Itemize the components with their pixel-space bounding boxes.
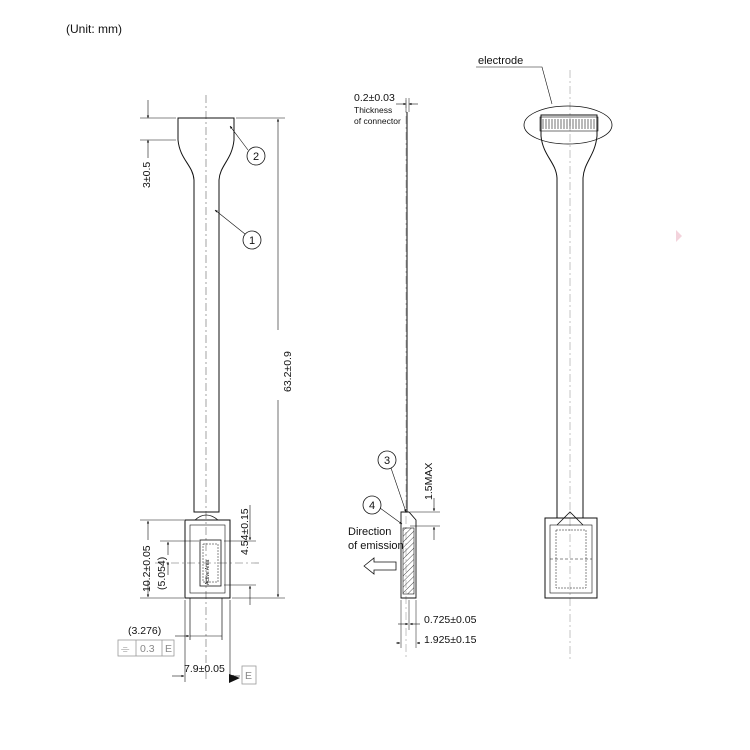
electrode-ellipse xyxy=(524,106,612,144)
dim-total-length: 63.2±0.9 xyxy=(282,351,294,392)
unit-note: (Unit: mm) xyxy=(66,22,122,36)
connector-note-line1: Thickness xyxy=(354,105,393,115)
svg-text:3: 3 xyxy=(384,455,391,467)
connector-note-line2: of connector xyxy=(354,116,401,126)
page-marker-icon xyxy=(676,230,682,242)
front-view xyxy=(118,95,294,684)
callout-4 xyxy=(363,496,402,524)
dim-max-thickness: 1.5MAX xyxy=(423,462,435,500)
dim-body-height: 10.2±0.05 xyxy=(141,545,153,592)
callout-1 xyxy=(215,210,261,249)
dim-body-half: (5.054) xyxy=(156,556,168,590)
back-view xyxy=(476,55,612,660)
back-cable-outline xyxy=(541,115,597,518)
svg-text:2: 2 xyxy=(253,151,260,163)
svg-text:4: 4 xyxy=(369,500,376,512)
emission-label-line2: of emission xyxy=(348,540,404,552)
dim-window-height: 4.54±0.15 xyxy=(239,508,251,555)
callout-2 xyxy=(230,126,265,165)
active-area-label: Active Area xyxy=(205,559,211,585)
dim-total-thickness: 1.925±0.15 xyxy=(424,634,477,646)
flatness-datum: E xyxy=(165,643,173,655)
flatness-symbol: ⌯ xyxy=(121,643,130,655)
dim-connector-thickness: 0.2±0.03 xyxy=(354,92,395,104)
electrode-pins xyxy=(540,117,598,131)
flatness-control-frame xyxy=(118,640,174,656)
callout-3 xyxy=(378,451,406,512)
flatness-tolerance: 0.3 xyxy=(140,643,155,655)
electrode-label: electrode xyxy=(478,55,524,67)
datum-label: E xyxy=(245,670,253,682)
emission-label-line1: Direction xyxy=(348,526,392,538)
dim-width: 7.9±0.05 xyxy=(184,663,225,675)
dim-panel-thickness: 0.725±0.05 xyxy=(424,614,477,626)
emission-panel xyxy=(403,528,414,594)
emission-arrow-icon xyxy=(364,558,396,574)
side-view xyxy=(348,92,477,660)
dim-tab-height: 3±0.5 xyxy=(141,161,153,188)
svg-text:1: 1 xyxy=(249,235,256,247)
dim-offset: (3.276) xyxy=(128,625,162,637)
